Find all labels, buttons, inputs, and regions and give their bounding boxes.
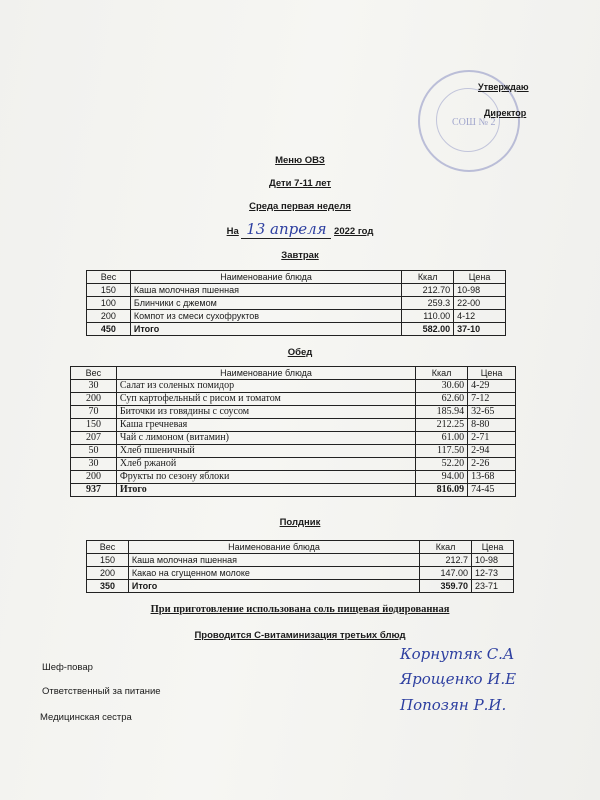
cell-kcal: 117.50: [416, 445, 468, 458]
cell-price: 8-80: [468, 419, 516, 432]
column-header: Наименование блюда: [128, 541, 419, 554]
total-row: [87, 323, 506, 336]
column-header: Цена: [472, 541, 514, 554]
cell-kcal: 62.60: [416, 393, 468, 406]
breakfast-title: Завтрак: [281, 250, 319, 261]
cell-weight: 150: [87, 554, 129, 567]
cell-price: 12-73: [472, 567, 514, 580]
cell-weight: 50: [71, 445, 117, 458]
cell-dish: Салат из соленых помидор: [116, 380, 415, 393]
cell-kcal: 212.25: [416, 419, 468, 432]
cell-weight: 937: [71, 484, 117, 497]
cell-price: 2-71: [468, 432, 516, 445]
cell-weight: 350: [87, 580, 129, 593]
table-row: [71, 393, 516, 406]
cell-kcal: 259.3: [402, 297, 454, 310]
cell-price: 32-65: [468, 406, 516, 419]
table-row: [71, 419, 516, 432]
date-line: [0, 220, 600, 239]
cell-price: 4-12: [454, 310, 506, 323]
column-header: Ккал: [416, 367, 468, 380]
cell-weight: 200: [87, 567, 129, 580]
nurse-label: Медицинская сестра: [40, 712, 132, 723]
cell-price: 13-68: [468, 471, 516, 484]
table-row: [71, 445, 516, 458]
cell-kcal: 147.00: [420, 567, 472, 580]
total-row: [87, 580, 514, 593]
cell-dish: Компот из смеси сухофруктов: [130, 310, 401, 323]
table-row: [71, 406, 516, 419]
age-group: Дети 7-11 лет: [268, 178, 332, 189]
column-header: Ккал: [420, 541, 472, 554]
cell-kcal: 30.60: [416, 380, 468, 393]
cell-weight: 30: [71, 380, 117, 393]
cell-dish: Какао на сгущенном молоке: [128, 567, 419, 580]
cell-weight: 150: [71, 419, 117, 432]
cell-kcal: 185.94: [416, 406, 468, 419]
nutrition-responsible-signature: Ярощенко И.Е: [400, 670, 517, 688]
chef-signature: Корнутяк С.А: [400, 645, 515, 663]
table-header-row: [71, 367, 516, 380]
cell-dish: Итого: [116, 484, 415, 497]
column-header: Наименование блюда: [116, 367, 415, 380]
chef-label: Шеф-повар: [42, 662, 93, 673]
breakfast-table: [86, 270, 506, 336]
cell-price: 7-12: [468, 393, 516, 406]
cell-kcal: 212.7: [420, 554, 472, 567]
cell-weight: 70: [71, 406, 117, 419]
column-header: Вес: [71, 367, 117, 380]
salt-note: При приготовление использована соль пищевая йодированная: [150, 604, 450, 615]
nurse-signature: Попозян Р.И.: [400, 696, 507, 714]
table-row: [71, 380, 516, 393]
cell-kcal: 110.00: [402, 310, 454, 323]
table-row: [87, 284, 506, 297]
cell-weight: 200: [71, 471, 117, 484]
cell-price: 10-98: [454, 284, 506, 297]
table-header-row: [87, 541, 514, 554]
table-row: [71, 471, 516, 484]
cell-weight: 100: [87, 297, 131, 310]
cell-weight: 450: [87, 323, 131, 336]
cell-price: 37-10: [454, 323, 506, 336]
cell-dish: Хлеб пшеничный: [116, 445, 415, 458]
table-row: [71, 458, 516, 471]
date-suffix: 2022 год: [334, 226, 374, 237]
cell-dish: Хлеб ржаной: [116, 458, 415, 471]
cell-dish: Итого: [130, 323, 401, 336]
column-header: Ккал: [402, 271, 454, 284]
cell-dish: Фрукты по сезону яблоки: [116, 471, 415, 484]
cell-price: 23-71: [472, 580, 514, 593]
column-header: Вес: [87, 271, 131, 284]
table-row: [71, 432, 516, 445]
column-header: Наименование блюда: [130, 271, 401, 284]
menu-title: Меню ОВЗ: [275, 155, 325, 166]
stamp-text: СОШ № 2: [452, 117, 496, 128]
cell-weight: 30: [71, 458, 117, 471]
cell-dish: Чай с лимоном (витамин): [116, 432, 415, 445]
column-header: Вес: [87, 541, 129, 554]
cell-dish: Каша молочная пшенная: [130, 284, 401, 297]
cell-dish: Суп картофельный с рисом и томатом: [116, 393, 415, 406]
cell-kcal: 582.00: [402, 323, 454, 336]
cell-price: 4-29: [468, 380, 516, 393]
total-row: [71, 484, 516, 497]
cell-weight: 150: [87, 284, 131, 297]
snack-table: [86, 540, 514, 593]
cell-price: 2-26: [468, 458, 516, 471]
cell-price: 74-45: [468, 484, 516, 497]
day-title: Среда первая неделя: [249, 201, 351, 212]
vitamin-note: Проводится С-витаминизация третьих блюд: [194, 630, 406, 641]
cell-price: 2-94: [468, 445, 516, 458]
cell-dish: Биточки из говядины с соусом: [116, 406, 415, 419]
approve-label: Утверждаю: [478, 82, 529, 92]
lunch-table: [70, 366, 516, 497]
cell-kcal: 359.70: [420, 580, 472, 593]
table-row: [87, 567, 514, 580]
snack-title: Полдник: [279, 517, 321, 528]
table-header-row: [87, 271, 506, 284]
cell-kcal: 61.00: [416, 432, 468, 445]
cell-kcal: 212.70: [402, 284, 454, 297]
cell-kcal: 52.20: [416, 458, 468, 471]
date-handwritten: 13 апреля: [241, 220, 331, 239]
table-row: [87, 554, 514, 567]
cell-dish: Каша гречневая: [116, 419, 415, 432]
cell-weight: 200: [71, 393, 117, 406]
cell-weight: 207: [71, 432, 117, 445]
column-header: Цена: [468, 367, 516, 380]
cell-dish: Итого: [128, 580, 419, 593]
column-header: Цена: [454, 271, 506, 284]
cell-dish: Блинчики с джемом: [130, 297, 401, 310]
cell-kcal: 94.00: [416, 471, 468, 484]
cell-price: 10-98: [472, 554, 514, 567]
table-row: [87, 297, 506, 310]
date-prefix: На: [226, 226, 239, 237]
cell-kcal: 816.09: [416, 484, 468, 497]
lunch-title: Обед: [287, 347, 313, 358]
nutrition-responsible-label: Ответственный за питание: [42, 686, 161, 697]
table-row: [87, 310, 506, 323]
director-label: Директор: [484, 108, 527, 118]
cell-weight: 200: [87, 310, 131, 323]
cell-dish: Каша молочная пшенная: [128, 554, 419, 567]
cell-price: 22-00: [454, 297, 506, 310]
